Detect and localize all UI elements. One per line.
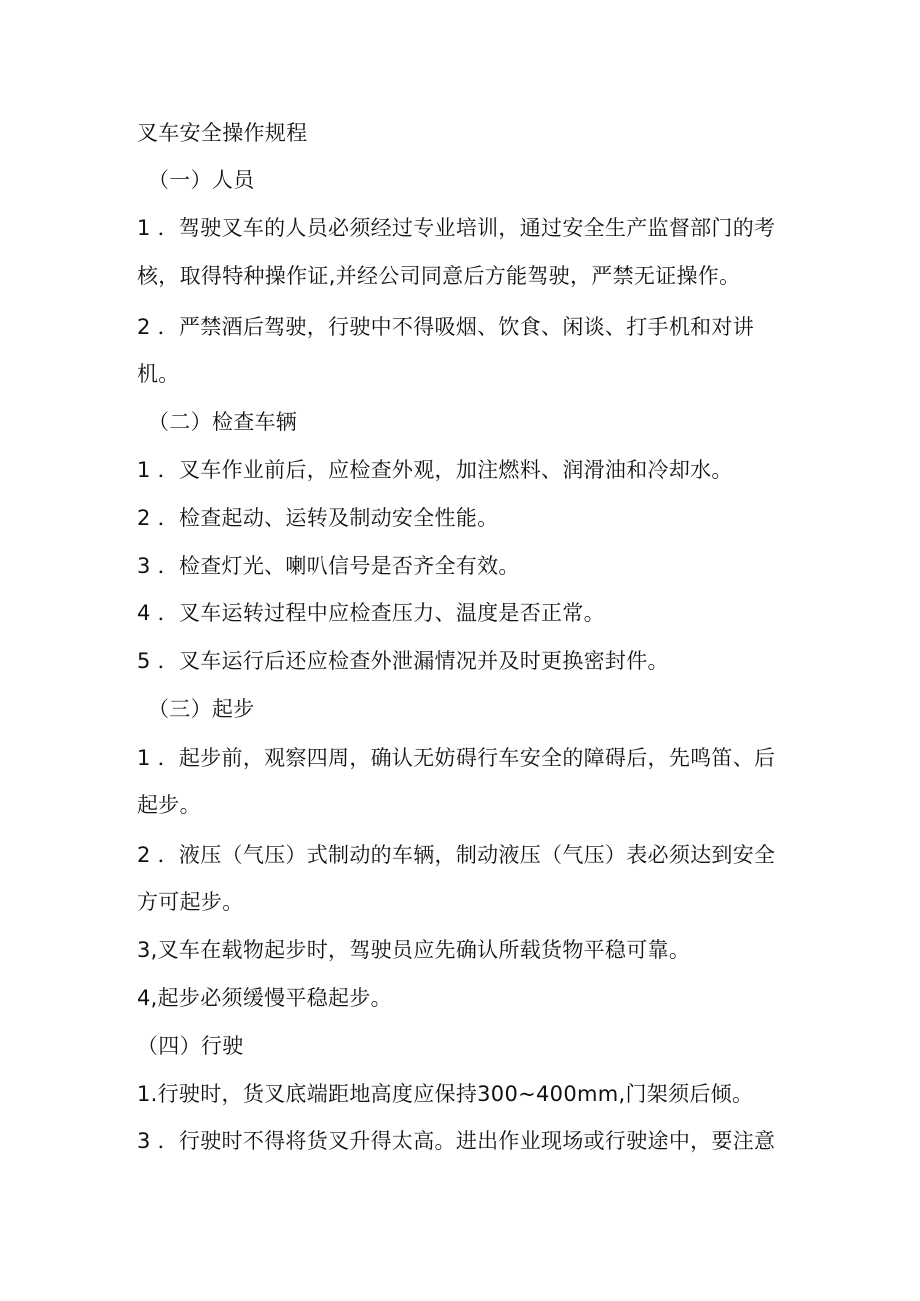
paragraph-line: 2 ．严禁酒后驾驶，行驶中不得吸烟、饮食、闲谈、打手机和对讲: [137, 315, 755, 339]
paragraph-line: 1 ．叉车作业前后，应检查外观，加注燃料、润滑油和冷却水。: [137, 458, 733, 482]
paragraph-line: 4,起步必须缓慢平稳起步。: [137, 986, 392, 1010]
paragraph-line: 起步。: [137, 793, 201, 817]
section-heading: （四）行驶: [137, 1034, 244, 1058]
paragraph-line: 1.行驶时，货叉底端距地高度应保持300~400mm,门架须后倾。: [137, 1082, 754, 1106]
section-heading: （二）检查车辆: [148, 410, 298, 434]
paragraph-line: 1 ．驾驶叉车的人员必须经过专业培训，通过安全生产监督部门的考: [137, 216, 776, 240]
paragraph-line: 3 ．行驶时不得将货叉升得太高。进出作业现场或行驶途中，要注意: [137, 1129, 776, 1153]
section-heading: （一）人员: [148, 168, 255, 192]
paragraph-line: 3 ．检查灯光、喇叭信号是否齐全有效。: [137, 554, 520, 578]
paragraph-line: 机。: [137, 362, 180, 386]
paragraph-line: 2 ．液压（气压）式制动的车辆，制动液压（气压）表必须达到安全: [137, 843, 776, 867]
document-title: 叉车安全操作规程: [137, 121, 308, 145]
paragraph-line: 1 ．起步前，观察四周，确认无妨碍行车安全的障碍后，先鸣笛、后: [137, 746, 776, 770]
paragraph-line: 2 ．检查起动、运转及制动安全性能。: [137, 506, 499, 530]
paragraph-line: 4 ．叉车运转过程中应检查压力、温度是否正常。: [137, 601, 605, 625]
paragraph-line: 5 ．叉车运行后还应检查外泄漏情况并及时更换密封件。: [137, 649, 669, 673]
section-heading: （三）起步: [148, 697, 255, 721]
paragraph-line: 方可起步。: [137, 890, 244, 914]
paragraph-line: 3,叉车在载物起步时，驾驶员应先确认所载货物平稳可靠。: [137, 938, 691, 962]
paragraph-line: 核，取得特种操作证,并经公司同意后方能驾驶，严禁无证操作。: [137, 264, 741, 288]
